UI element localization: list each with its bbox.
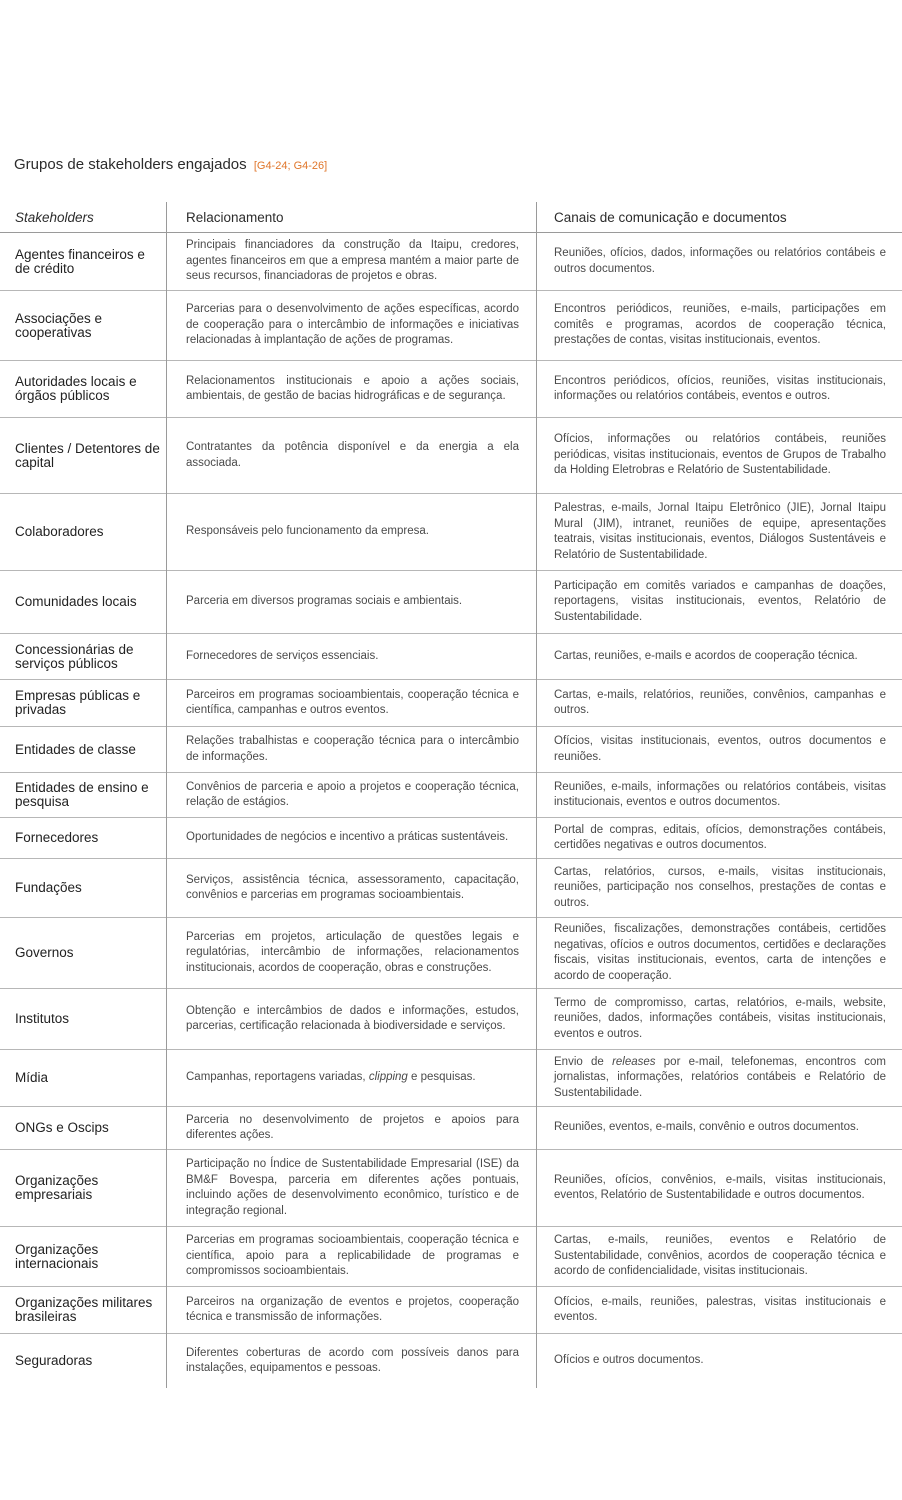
relationship-text-cell <box>186 727 519 772</box>
channels-text-cell <box>554 291 886 360</box>
column-divider <box>166 202 167 1388</box>
channels-text-cell <box>554 571 886 633</box>
stakeholder-name-cell <box>15 1107 161 1149</box>
channels-text-cell <box>554 1107 886 1149</box>
channels-text-cell <box>554 361 886 417</box>
table-row <box>0 1050 902 1107</box>
channels-text-cell <box>554 918 886 988</box>
relationship-text-cell <box>186 989 519 1049</box>
stakeholder-name-cell <box>15 1287 161 1333</box>
channels-text: Ofícios, e-mails, reuniões, palestras, visitas institucionais e eventos. <box>554 1295 886 1323</box>
stakeholder-name: Institutos <box>15 1011 70 1026</box>
stakeholder-name: Organizações empresariais <box>15 1173 99 1202</box>
stakeholder-name-cell <box>15 233 161 290</box>
relationship-text: Responsáveis pelo funcionamento da empresa. <box>186 525 429 538</box>
channels-text-cell <box>554 727 886 772</box>
stakeholder-name-cell <box>15 859 161 917</box>
relationship-text: Parcerias em projetos, articulação de questões legais e regulatórias, intercâmbio de informações, relacionamentos institucionais, acordos de cooperação, obras e construções. <box>186 930 519 974</box>
channels-text: Cartas, relatórios, cursos, e-mails, visitas institucionais, reuniões, participação nos conselhos, prestações de contas e outros. <box>554 865 886 909</box>
stakeholder-name: Organizações militares brasileiras <box>15 1295 153 1324</box>
stakeholder-name: Concessionárias de serviços públicos <box>15 641 134 671</box>
stakeholder-name-cell <box>15 773 161 817</box>
stakeholder-name: Governos <box>15 945 74 960</box>
relationship-text: Diferentes coberturas de acordo com possíveis danos para instalações, equipamentos e pessoas. <box>186 1346 519 1374</box>
channels-text-cell <box>554 680 886 726</box>
channels-text: Cartas, e-mails, relatórios, reuniões, convênios, campanhas e outros. <box>554 688 886 716</box>
relationship-text-cell <box>186 859 519 917</box>
stakeholder-name-cell <box>15 494 161 570</box>
relationship-text-cell <box>186 1150 519 1226</box>
table-row <box>0 494 902 571</box>
stakeholder-name-cell <box>15 989 161 1049</box>
relationship-text: Campanhas, reportagens variadas, clipping e pesquisas. <box>186 1071 476 1084</box>
table-row <box>0 1227 902 1287</box>
channels-text: Reuniões, ofícios, convênios, e-mails, visitas institucionais, eventos, Relatório de Sustentabilidade e outros documentos. <box>554 1173 886 1201</box>
relationship-text-cell <box>186 361 519 417</box>
stakeholder-name-cell <box>15 818 161 858</box>
channels-text-cell <box>554 773 886 817</box>
table-row <box>0 1150 902 1227</box>
stakeholder-name-cell <box>15 634 161 679</box>
relationship-text-cell <box>186 1227 519 1286</box>
stakeholder-name: Empresas públicas e privadas <box>15 688 141 717</box>
stakeholders-table <box>0 202 902 1388</box>
table-row <box>0 418 902 494</box>
stakeholder-name-cell <box>15 571 161 633</box>
relationship-text-cell <box>186 680 519 726</box>
channels-text: Ofícios, informações ou relatórios contábeis, reuniões periódicas, visitas institucionais, eventos de Grupos de Trabalho da Holding Eletrobras e Relatório de Sustentabilidade. <box>554 433 886 477</box>
channels-text: Reuniões, ofícios, dados, informações ou relatórios contábeis e outros documentos. <box>554 247 886 275</box>
stakeholder-name: Clientes / Detentores de capital <box>15 440 160 470</box>
channels-text-cell <box>554 1287 886 1333</box>
stakeholder-name: Fornecedores <box>15 830 99 845</box>
column-divider <box>536 202 537 1388</box>
relationship-text: Parcerias em programas socioambientais, cooperação técnica e científica, apoio para a replicabilidade de programas e compromissos socioambientais. <box>186 1234 519 1278</box>
relationship-text-cell <box>186 418 519 493</box>
channels-text-cell <box>554 989 886 1049</box>
relationship-text-cell <box>186 1334 519 1388</box>
relationship-text: Fornecedores de serviços essenciais. <box>186 649 379 662</box>
relationship-text: Relações trabalhistas e cooperação técnica para o intercâmbio de informações. <box>186 735 519 763</box>
channels-text-cell <box>554 1150 886 1226</box>
table-row <box>0 859 902 918</box>
relationship-text-cell <box>186 291 519 360</box>
channels-text-cell <box>554 494 886 570</box>
channels-text: Ofícios e outros documentos. <box>554 1354 704 1367</box>
channels-text: Encontros periódicos, ofícios, reuniões, visitas institucionais, informações ou relatórios contábeis, eventos e outros. <box>554 374 886 402</box>
gri-reference: [G4-24; G4-26] <box>253 160 328 172</box>
relationship-text-cell <box>186 818 519 858</box>
relationship-text-cell <box>186 1107 519 1149</box>
relationship-text-cell <box>186 571 519 633</box>
relationship-text: Parcerias para o desenvolvimento de ações específicas, acordo de cooperação para o intercâmbio de informações e iniciativas relacionadas à implantação de ações de programas. <box>186 303 519 347</box>
header-stakeholders: Stakeholders <box>15 209 94 225</box>
relationship-text: Oportunidades de negócios e incentivo a práticas sustentáveis. <box>186 831 509 844</box>
stakeholder-name-cell <box>15 1334 161 1388</box>
table-row <box>0 1287 902 1334</box>
channels-text: Termo de compromisso, cartas, relatórios, e-mails, website, reuniões, dados, informações contábeis, visitas institucionais, eventos e outros. <box>554 996 886 1040</box>
relationship-text-cell <box>186 1287 519 1333</box>
table-row <box>0 361 902 418</box>
stakeholder-name-cell <box>15 291 161 360</box>
channels-text-cell <box>554 233 886 290</box>
relationship-text: Contratantes da potência disponível e da energia a ela associada. <box>186 441 519 469</box>
channels-text: Palestras, e-mails, Jornal Itaipu Eletrônico (JIE), Jornal Itaipu Mural (JIM), intranet, reuniões de equipe, apresentações teatrais, visitas institucionais, eventos, Diálogos Sustentáveis e Relatório de Sustentabilidade. <box>554 502 886 561</box>
channels-text: Encontros periódicos, reuniões, e-mails, participações em comitês e programas, acordos de cooperação técnica, prestações de contas, visitas institucionais, eventos. <box>554 303 886 347</box>
channels-text-cell <box>554 1227 886 1286</box>
stakeholder-name-cell <box>15 680 161 726</box>
stakeholder-name: Entidades de classe <box>15 741 136 757</box>
channels-text-cell <box>554 1334 886 1388</box>
stakeholder-name: Agentes financeiros e de crédito <box>15 246 145 276</box>
channels-text-cell <box>554 1050 886 1106</box>
channels-text-cell <box>554 418 886 493</box>
relationship-text: Principais financiadores da construção da Itaipu, credores, agentes financeiros em que a empresa mantém a maior parte de seus recursos, financiadoras de projetos e obras. <box>186 239 519 283</box>
channels-text: Cartas, e-mails, reuniões, eventos e Relatório de Sustentabilidade, convênios, acordos de cooperação técnica e acordo de confidencialidade, visitas institucionais. <box>554 1234 886 1278</box>
stakeholder-name-cell <box>15 1150 161 1226</box>
relationship-text-cell <box>186 1050 519 1106</box>
relationship-text: Relacionamentos institucionais e apoio a ações sociais, ambientais, de gestão de bacias hidrográficas e de segurança. <box>186 374 519 402</box>
stakeholder-name: Entidades de ensino e pesquisa <box>15 780 149 809</box>
stakeholder-name: Organizações internacionais <box>15 1241 99 1271</box>
relationship-text: Obtenção e intercâmbios de dados e informações, estudos, parcerias, certificação relacionada à biodiversidade e serviços. <box>186 1004 519 1032</box>
table-row <box>0 773 902 818</box>
stakeholder-name: Associações e cooperativas <box>15 310 103 340</box>
relationship-text-cell <box>186 634 519 679</box>
stakeholder-name: Autoridades locais e órgãos públicos <box>15 374 137 403</box>
header-channels: Canais de comunicação e documentos <box>554 209 787 225</box>
relationship-text: Participação no Índice de Sustentabilidade Empresarial (ISE) da BM&F Bovespa, parceria em diferentes ações pontuais, incluindo ações de desenvolvimento econômico, turístico e de integração regional. <box>186 1158 519 1217</box>
channels-text-cell <box>554 859 886 917</box>
page-title <box>14 156 327 173</box>
stakeholder-name: Comunidades locais <box>15 594 137 609</box>
relationship-text: Parceiros em programas socioambientais, cooperação técnica e científica, campanhas e outros eventos. <box>186 688 519 716</box>
relationship-text-cell <box>186 918 519 988</box>
table-row <box>0 1334 902 1388</box>
stakeholder-name: Seguradoras <box>15 1353 93 1368</box>
table-row <box>0 291 902 361</box>
table-row <box>0 634 902 680</box>
relationship-text: Parceiros na organização de eventos e projetos, cooperação técnica e transmissão de informações. <box>186 1295 519 1323</box>
table-row <box>0 918 902 989</box>
relationship-text: Parceria no desenvolvimento de projetos e apoios para diferentes ações. <box>186 1113 519 1141</box>
table-row <box>0 233 902 291</box>
channels-text: Reuniões, eventos, e-mails, convênio e outros documentos. <box>554 1121 859 1134</box>
table-row <box>0 680 902 727</box>
stakeholder-name-cell <box>15 918 161 988</box>
stakeholder-name-cell <box>15 1050 161 1106</box>
stakeholder-name: ONGs e Oscips <box>15 1120 109 1135</box>
table-row <box>0 1107 902 1150</box>
table-row <box>0 727 902 773</box>
stakeholder-name-cell <box>15 418 161 493</box>
channels-text: Participação em comitês variados e campanhas de doações, reportagens, visitas institucionais, eventos, Relatório de Sustentabilidade. <box>554 579 886 623</box>
channels-text: Portal de compras, editais, ofícios, demonstrações contábeis, certidões negativas e outros documentos. <box>554 823 886 851</box>
table-row <box>0 571 902 634</box>
stakeholder-name: Mídia <box>15 1070 49 1085</box>
table-row <box>0 818 902 859</box>
channels-text-cell <box>554 818 886 858</box>
relationship-text-cell <box>186 494 519 570</box>
channels-text-cell <box>554 634 886 679</box>
relationship-text: Convênios de parceria e apoio a projetos e cooperação técnica, relação de estágios. <box>186 780 519 808</box>
channels-text: Reuniões, fiscalizações, demonstrações contábeis, certidões negativas, ofícios e outros documentos, certidões e declarações fiscais, visitas institucionais, eventos, carta de intenções e acordo de cooperação. <box>554 923 886 982</box>
title-text: Grupos de stakeholders engajados <box>14 156 247 173</box>
relationship-text-cell <box>186 233 519 290</box>
stakeholder-name: Fundações <box>15 880 82 895</box>
relationship-text: Parceria em diversos programas sociais e ambientais. <box>186 595 463 608</box>
header-relationship: Relacionamento <box>186 209 284 225</box>
stakeholder-name-cell <box>15 361 161 417</box>
channels-text: Envio de releases por e-mail, telefonemas, encontros com jornalistas, informações, relatórios contábeis e Relatório de Sustentabilidade. <box>554 1055 886 1099</box>
channels-text: Reuniões, e-mails, informações ou relatórios contábeis, visitas institucionais, eventos e outros documentos. <box>554 780 886 808</box>
relationship-text: Serviços, assistência técnica, assessoramento, capacitação, convênios e parcerias em programas socioambientais. <box>186 873 519 901</box>
stakeholder-name-cell <box>15 727 161 772</box>
relationship-text-cell <box>186 773 519 817</box>
channels-text: Cartas, reuniões, e-mails e acordos de cooperação técnica. <box>554 649 858 662</box>
channels-text: Ofícios, visitas institucionais, eventos, outros documentos e reuniões. <box>554 735 886 763</box>
table-row <box>0 989 902 1050</box>
stakeholder-name: Colaboradores <box>15 524 104 539</box>
stakeholder-name-cell <box>15 1227 161 1286</box>
